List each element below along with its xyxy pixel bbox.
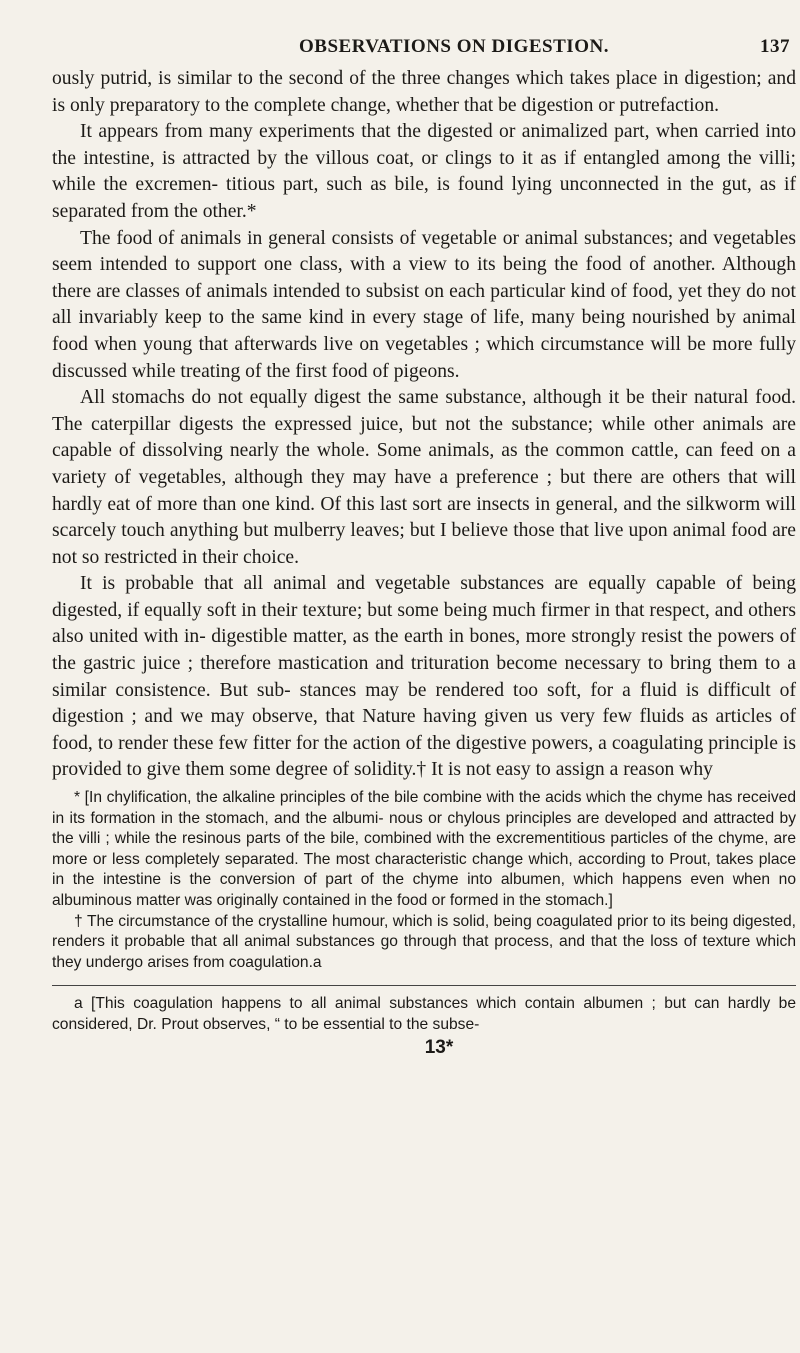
running-header: [52, 30, 796, 66]
footnote: * [In chylification, the alkaline principles of the bile combine with the acids which the chyme has received in its formation in the stomach, and the albumi- nous or chylous principles are developed and attracted by the villi ; while the resinous parts of the bile, combined with the excrementitious particles of the chyme, are more or less completely separated. The most characteristic change which, according to Prout, takes place in the intestine is the conversion of part of the chyme into albumen, which happens even when no albuminous matter was originally contained in the food or formed in the stomach.]: [52, 789, 796, 909]
page-number: 137: [760, 36, 790, 57]
paragraph: It appears from many experiments that the digested or animalized part, when carried into the intestine, is attracted by the villous coat, or clings to it as if entangled among the villi; while the excremen- titious part, such as bile, is found lying unconnected in the gut, as if separated from the other.*: [52, 121, 796, 222]
header-title: OBSERVATIONS ON DIGESTION.: [299, 36, 609, 57]
footnote: † The circumstance of the crystalline humour, which is solid, being coagulated prior to its being digested, renders it probable that all animal substances go through that process, and that the loss of texture which they undergo arises from coagulation.a: [52, 912, 796, 971]
signature-mark: 13*: [424, 1036, 454, 1058]
footnote-divider: [52, 985, 796, 986]
paragraph: All stomachs do not equally digest the same substance, although it be their natural food. The caterpillar digests the expressed juice, but not the substance; while other animals are capable of dissolving nearly the whole. Some animals, as the common cattle, can feed on a variety of vegetables, although they may have a preference ; but there are others that will hardly eat of more than one kind. Of this last sort are insects in general, and the silkworm will scarcely touch anything but mulberry leaves; but I believe those that live upon animal food are not so restricted in their choice.: [52, 387, 796, 568]
book-page: [52, 30, 796, 1058]
main-text: [52, 66, 796, 784]
paragraph: The food of animals in general consists of vegetable or animal substances; and vegetables seem intended to support one class, with a view to its being the food of another. Although there are classes of animals intended to subsist on each particular kind of food, yet they do not all invariably keep to the same kind in every stage of life, many being nourished by animal food when young that afterwards live on vegetables ; which circumstance will be more fully discussed while treating of the first food of pigeons.: [52, 227, 796, 382]
paragraph: ously putrid, is similar to the second of the three changes which takes place in digestion; and is only preparatory to the complete change, whether that be digestion or putrefaction.: [52, 68, 796, 116]
footnotes: [52, 788, 796, 1058]
paragraph: It is probable that all animal and vegetable substances are equally capable of being digested, if equally soft in their texture; but some being much firmer in that respect, and others also united with in- digestible matter, as the earth in bones, more strongly resist the powers of the gastric juice ; therefore mastication and trituration become necessary to bring them to a similar consistence. But sub- stances may be rendered too soft, for a fluid is difficult of digestion ; and we may observe, that Nature having given us very few fluids as articles of food, to render these few fitter for the action of the digestive powers, a coagulating principle is provided to give them some degree of solidity.† It is not easy to assign a reason why: [52, 573, 796, 781]
sub-footnote: a [This coagulation happens to all animal substances which contain albumen ; but can hardly be considered, Dr. Prout observes, “ to be essential to the subse-: [52, 995, 796, 1033]
